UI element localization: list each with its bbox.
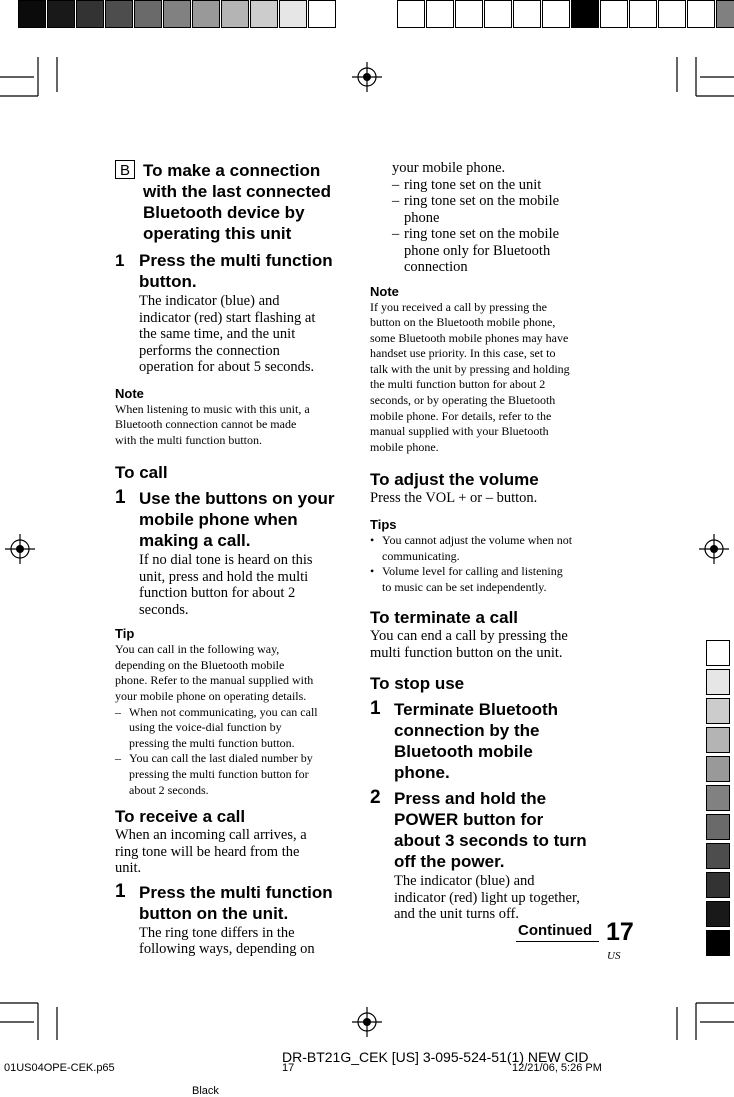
list-item: • Volume level for calling and listening to music can be set independently. xyxy=(370,564,563,594)
continued-text: your mobile phone. xyxy=(392,160,506,176)
step-title: Press the multi function button on the unit. xyxy=(139,882,333,923)
step-number: 1 xyxy=(370,698,381,720)
list-item: – ring tone set on the mobile phone only for Bluetooth connection xyxy=(392,226,560,275)
color-swatch xyxy=(706,930,730,956)
slug-title: DR-BT21G_CEK [US] 3-095-524-51(1) NEW CID xyxy=(282,1049,589,1065)
color-swatch xyxy=(706,698,730,724)
list-item: • You cannot adjust the volume when not communicating. xyxy=(370,532,573,563)
tip-body: You can call in the following way, depending on the Bluetooth mobile phone. Refer to the manual supplied with your mobile phone on operating details. xyxy=(115,642,314,704)
color-swatch xyxy=(706,901,730,927)
to-receive-body: When an incoming call arrives, a ring tone will be heard from the unit. xyxy=(115,827,307,877)
step-number: 1 xyxy=(115,487,126,509)
continued-rule xyxy=(516,941,599,942)
volume-title: To adjust the volume xyxy=(370,470,539,490)
step-title: Use the buttons on your mobile phone when making a call. xyxy=(139,489,335,551)
list-item: – When not communicating, you can call using the voice-dial function by pressing the multi function button. xyxy=(115,704,318,750)
section-letter-box: B xyxy=(115,160,135,179)
step-number: 1 xyxy=(115,880,126,902)
list-item: – ring tone set on the unit xyxy=(392,176,542,193)
list-item: – ring tone set on the mobile phone xyxy=(392,193,560,226)
note-body: If you received a call by pressing the button on the Bluetooth mobile phone, some Bluetooth mobile phones may have handset use priority. In this case, set to talk with the unit by pressing and holding the multi function button for about 2 seconds, or by operating the Bluetooth mobile phone. For details, refer to the manual supplied with your Bluetooth mobile phone. xyxy=(370,299,570,454)
section-b-title: To make a connection with the last connected Bluetooth device by operating this unit xyxy=(143,161,331,243)
step-title: Press and hold the POWER button for about 3 seconds to turn off the power. xyxy=(394,789,587,872)
tips-label: Tips xyxy=(370,516,397,532)
color-swatch xyxy=(706,872,730,898)
stop-use-title: To stop use xyxy=(370,674,465,694)
terminate-body: You can end a call by pressing the multi function button on the unit. xyxy=(370,628,568,661)
step-body: The ring tone differs in the following ways, depending on xyxy=(139,924,315,958)
step-body: The indicator (blue) and indicator (red) start flashing at the same time, and the unit performs the connection operation for about 5 seconds. xyxy=(139,293,316,375)
color-swatch xyxy=(706,785,730,811)
step-number: 1 xyxy=(115,251,125,270)
color-swatch xyxy=(706,640,730,666)
slug-filename: 01US04OPE-CEK.p65 xyxy=(4,1062,115,1074)
side-gray-tabs xyxy=(706,640,730,959)
to-call-title: To call xyxy=(115,463,168,483)
note-label: Note xyxy=(115,385,144,401)
list-item: – You can call the last dialed number by pressing the multi function button for about 2 seconds. xyxy=(115,751,313,797)
step-title: Terminate Bluetooth connection by the Bluetooth mobile phone. xyxy=(394,700,559,783)
color-swatch xyxy=(706,756,730,782)
section-b xyxy=(115,160,347,958)
continued-label: Continued xyxy=(518,922,593,939)
color-swatch xyxy=(706,669,730,695)
step-body: If no dial tone is heard on this unit, press and hold the multi function button for about 2 seconds. xyxy=(139,552,313,618)
step-number: 2 xyxy=(370,787,381,809)
page-number: 17 xyxy=(606,918,634,946)
terminate-title: To terminate a call xyxy=(370,608,519,628)
step-title: Press the multi function button. xyxy=(139,251,333,291)
color-swatch xyxy=(706,814,730,840)
color-swatch xyxy=(706,727,730,753)
step-body: The indicator (blue) and indicator (red) light up together, and the unit turns off. xyxy=(394,873,580,923)
volume-body: Press the VOL + or – button. xyxy=(370,490,538,507)
column-2 xyxy=(370,160,605,923)
note-body: When listening to music with this unit, a Bluetooth connection cannot be made with the multi function button. xyxy=(115,401,310,447)
slug-color: Black xyxy=(192,1085,219,1097)
tip-label: Tip xyxy=(115,626,135,642)
slug-page: 17 xyxy=(282,1062,295,1074)
to-receive-title: To receive a call xyxy=(115,807,246,827)
page-suffix: US xyxy=(607,950,621,962)
color-swatch xyxy=(706,843,730,869)
slug-date: 12/21/06, 5:26 PM xyxy=(512,1062,602,1074)
note-label: Note xyxy=(370,283,399,299)
